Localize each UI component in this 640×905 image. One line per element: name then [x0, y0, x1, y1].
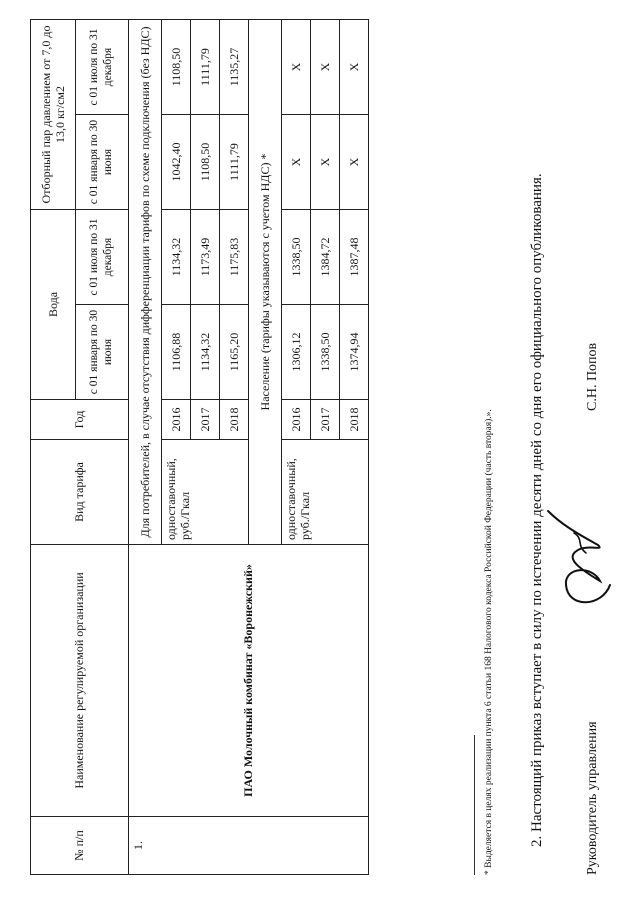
header-water-period2: с 01 июля по 31 декабря	[76, 210, 129, 305]
tariff-type-1: одноставочный, руб./Гкал	[162, 440, 249, 545]
signatory-name: С.Н. Попов	[585, 342, 600, 411]
steam-h1-cell: 1042,40	[162, 115, 191, 210]
water-h1-cell: 1374,94	[340, 305, 369, 400]
header-tariff-kind: Вид тарифа	[31, 440, 129, 545]
water-h1-cell: 1106,88	[162, 305, 191, 400]
steam-h2-cell: X	[311, 19, 340, 114]
water-h2-cell: 1338,50	[282, 210, 311, 305]
header-water-period1: с 01 января по 30 июня	[76, 305, 129, 400]
steam-h2-cell: 1111,79	[191, 19, 220, 114]
steam-h2-cell: 1108,50	[162, 19, 191, 114]
year-cell: 2018	[220, 400, 249, 440]
signatory-title: Руководитель управления	[585, 721, 600, 875]
footnote-divider	[474, 735, 475, 875]
header-org: Наименование регулируемой организации	[31, 545, 129, 817]
steam-h2-cell: X	[282, 19, 311, 114]
signature-image	[540, 505, 620, 615]
closing-paragraph: 2. Настоящий приказ вступает в силу по истечении десяти дней со дня его официального опубликования.	[529, 173, 545, 847]
section-1-row	[129, 19, 162, 874]
header-water: Вода	[31, 210, 76, 400]
header-year: Год	[31, 400, 129, 440]
water-h1-cell: 1338,50	[311, 305, 340, 400]
header-num: № п/п	[31, 817, 129, 875]
header-row-1	[31, 19, 76, 874]
water-h2-cell: 1384,72	[311, 210, 340, 305]
steam-h1-cell: 1108,50	[191, 115, 220, 210]
section-1-title: Для потребителей, в случае отсутствия дифференциации тарифов по схеме подключения (без НДС)	[129, 19, 162, 544]
header-steam-period1: с 01 января по 30 июня	[76, 115, 129, 210]
header-steam-period2: с 01 июля по 31 декабря	[76, 19, 129, 114]
org-name: ПАО Молочный комбинат «Воронежский»	[129, 545, 369, 817]
tariff-table	[30, 19, 369, 875]
water-h2-cell: 1387,48	[340, 210, 369, 305]
row-number: 1.	[129, 817, 369, 875]
water-h1-cell: 1165,20	[220, 305, 249, 400]
steam-h1-cell: X	[311, 115, 340, 210]
water-h1-cell: 1134,32	[191, 305, 220, 400]
year-cell: 2016	[282, 400, 311, 440]
header-steam: Отборный пар давлением от 7,0 до 13,0 кг/см2	[31, 19, 76, 209]
water-h2-cell: 1175,83	[220, 210, 249, 305]
year-cell: 2016	[162, 400, 191, 440]
year-cell: 2017	[191, 400, 220, 440]
footnote: * Выделяется в целях реализации пункта 6 статьи 168 Налогового кодекса Российской Федерации (часть вторая).».	[484, 409, 494, 875]
water-h2-cell: 1134,32	[162, 210, 191, 305]
tariff-type-2: одноставочный, руб./Гкал	[282, 440, 369, 545]
water-h2-cell: 1173,49	[191, 210, 220, 305]
steam-h1-cell: X	[282, 115, 311, 210]
year-cell: 2017	[311, 400, 340, 440]
steam-h1-cell: 1111,79	[220, 115, 249, 210]
steam-h2-cell: 1135,27	[220, 19, 249, 114]
year-cell: 2018	[340, 400, 369, 440]
water-h1-cell: 1306,12	[282, 305, 311, 400]
steam-h2-cell: X	[340, 19, 369, 114]
section-2-title: Население (тарифы указываются с учетом НДС) *	[249, 19, 282, 544]
steam-h1-cell: X	[340, 115, 369, 210]
